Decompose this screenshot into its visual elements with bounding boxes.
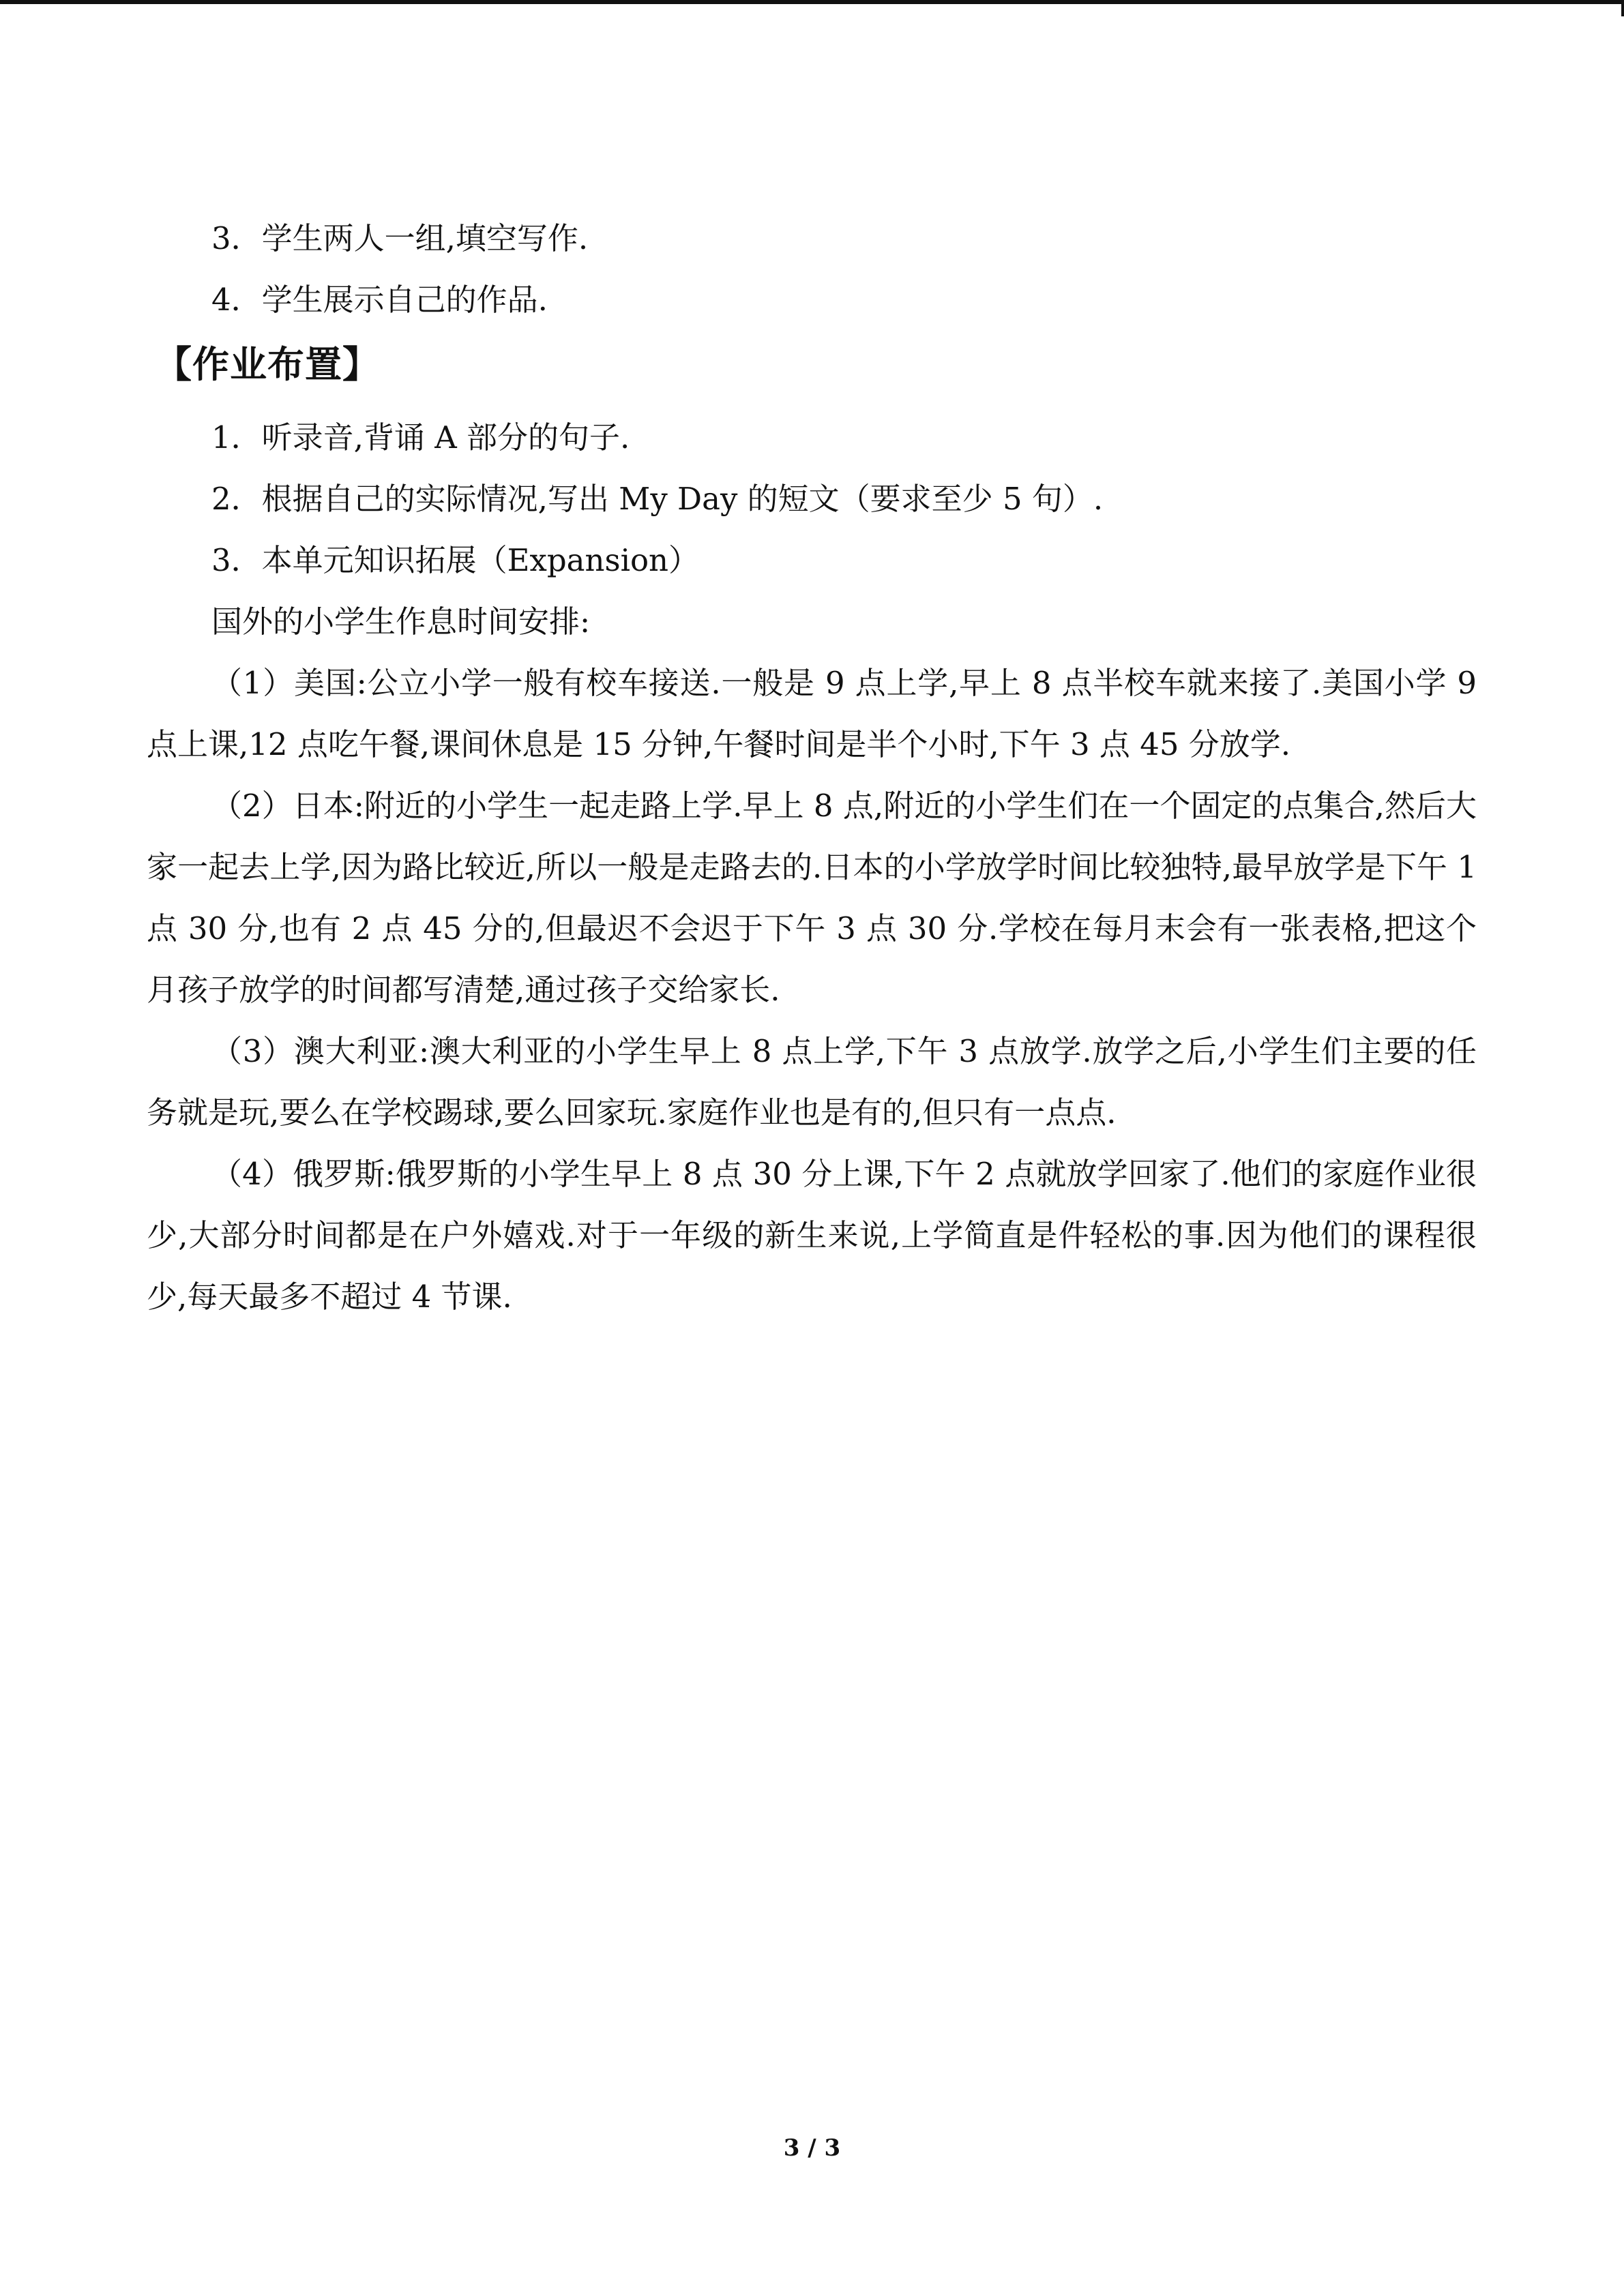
page-number: 3 / 3 — [783, 2134, 841, 2162]
step-3: 3．学生两人一组,填空写作. — [211, 220, 589, 256]
paragraph-australia: （3）澳大利亚:澳大利亚的小学生早上 8 点上学,下午 3 点放学.放学之后,小学生们主要的任务就是玩,要么在学校踢球,要么回家玩.家庭作业也是有的,但只有一点点. — [147, 1033, 1477, 1131]
paragraph-russia: （4）俄罗斯:俄罗斯的小学生早上 8 点 30 分上课,下午 2 点就放学回家了.他们的家庭作业很少,大部分时间都是在户外嬉戏.对于一年级的新生来说,上学简直是件轻松的事.因为他们的课程很少,每天最多不超过 4 节课. — [147, 1156, 1477, 1315]
paragraph-japan: （2）日本:附近的小学生一起走路上学.早上 8 点,附近的小学生们在一个固定的点集合,然后大家一起去上学,因为路比较近,所以一般是走路去的.日本的小学放学时间比较独特,最早放学是下午 1 点 30 分,也有 2 点 45 分的,但最迟不会迟于下午 3 点 30 分.学校在每月末会有一张表格,把这个月孩子放学的时间都写清楚,通过孩子交给家长. — [147, 788, 1477, 1008]
page-top-border — [0, 0, 1624, 4]
paragraph-usa: （1）美国:公立小学一般有校车接送.一般是 9 点上学,早上 8 点半校车就来接了.美国小学 9 点上课,12 点吃午餐,课间休息是 15 分钟,午餐时间是半个小时,下午 3 点 45 分放学. — [147, 665, 1477, 762]
page-right-border — [1621, 0, 1624, 16]
homework-item-3: 3．本单元知识拓展（Expansion） — [211, 542, 700, 578]
homework-heading: 【作业布置】 — [155, 343, 380, 386]
step-4: 4．学生展示自己的作品. — [211, 282, 548, 318]
expansion-intro: 国外的小学生作息时间安排: — [211, 603, 591, 640]
document-body — [147, 208, 1477, 1328]
homework-item-1: 1．听录音,背诵 A 部分的句子. — [211, 419, 630, 456]
homework-item-2: 2．根据自己的实际情况,写出 My Day 的短文（要求至少 5 句）. — [211, 481, 1104, 517]
